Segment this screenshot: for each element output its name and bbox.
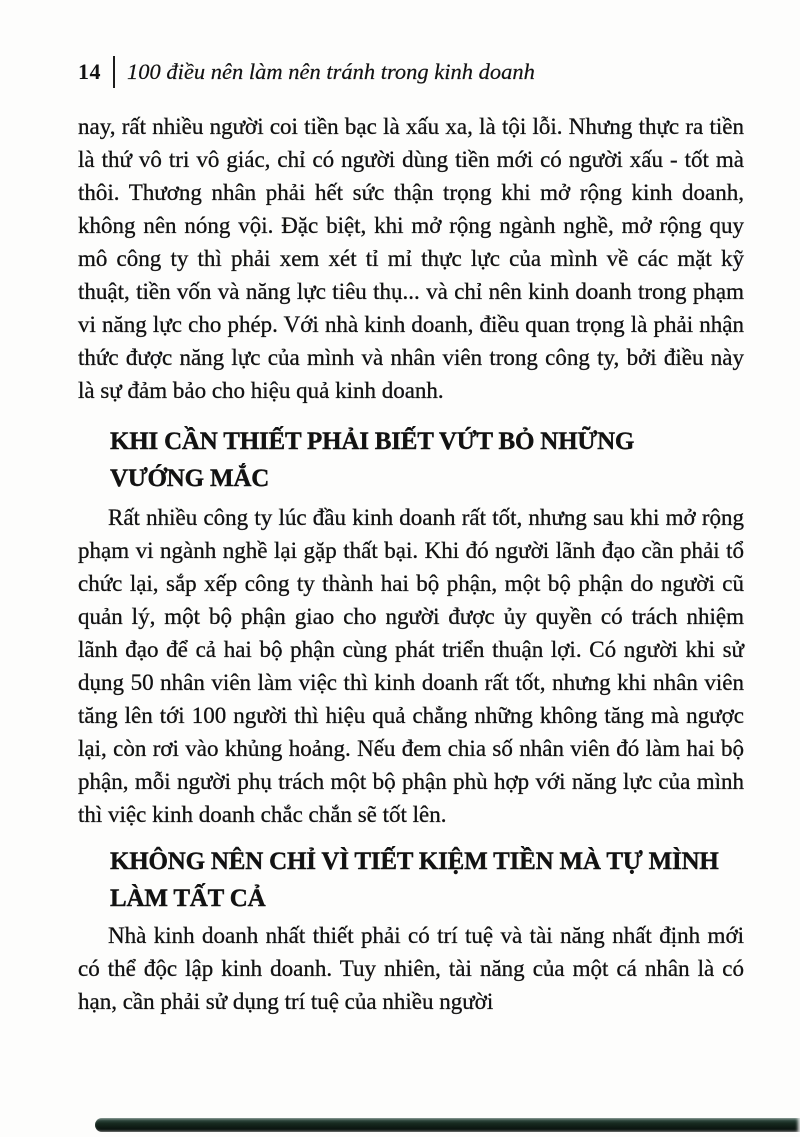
paragraph-section-1: Rất nhiều công ty lúc đầu kinh doanh rất tốt, nhưng sau khi mở rộng phạm vi ngành nghề lại gặp thất bại. Khi đó người lãnh đạo cần phải tổ chức lại, sắp xếp công ty thành hai bộ phận, một bộ phận do người cũ quản lý, một bộ phận giao cho người được ủy quyền có trách nhiệm lãnh đạo để cả hai bộ phận cùng phát triển thuận lợi. Có người khi sử dụng 50 nhân viên làm việc thì kinh doanh rất tốt, nhưng khi nhân viên tăng lên tới 100 người thì hiệu quả chẳng những không tăng mà ngược lại, còn rơi vào khủng hoảng. Nếu đem chia số nhân viên đó làm hai bộ phận, mỗi người phụ trách một bộ phận phù hợp với năng lực của mình thì việc kinh doanh chắc chắn sẽ tốt lên.	[78, 505, 744, 827]
heading-line: VƯỚNG MẮC	[110, 465, 270, 492]
paragraph-continuation: nay, rất nhiều người coi tiền bạc là xấu xa, là tội lỗi. Nhưng thực ra tiền là thứ vô tri vô giác, chỉ có người dùng tiền mới có người xấu - tốt mà thôi. Thương nhân phải hết sức thận trọng khi mở rộng kinh doanh, không nên nóng vội. Đặc biệt, khi mở rộng ngành nghề, mở rộng quy mô công ty thì phải xem xét tỉ mỉ thực lực của mình về các mặt kỹ thuật, tiền vốn và năng lực tiêu thụ... và chỉ nên kinh doanh trong phạm vi năng lực cho phép. Với nhà kinh doanh, điều quan trọng là phải nhận thức được năng lực của mình và nhân viên trong công ty, bởi điều này là sự đảm bảo cho hiệu quả kinh doanh.	[78, 114, 744, 403]
header-divider	[113, 56, 115, 88]
page-number: 14	[78, 59, 101, 84]
heading-line: LÀM TẤT CẢ	[110, 885, 266, 912]
book-title: 100 điều nên làm nên tránh trong kinh doanh	[127, 59, 535, 84]
text-block	[78, 56, 744, 1018]
section-heading-discard-obstacles	[78, 423, 744, 497]
section-heading-dont-do-everything-yourself	[78, 843, 744, 917]
running-header	[78, 56, 744, 88]
heading-line: KHI CẦN THIẾT PHẢI BIẾT VỨT BỎ NHỮNG	[110, 428, 635, 455]
scan-edge-artifact	[95, 1118, 800, 1132]
paragraph-section-2: Nhà kinh doanh nhất thiết phải có trí tuệ và tài năng nhất định mới có thể độc lập kinh doanh. Tuy nhiên, tài năng của một cá nhân là có hạn, cần phải sử dụng trí tuệ của nhiều người	[78, 923, 744, 1014]
heading-line: KHÔNG NÊN CHỈ VÌ TIẾT KIỆM TIỀN MÀ TỰ MÌNH	[110, 848, 719, 875]
